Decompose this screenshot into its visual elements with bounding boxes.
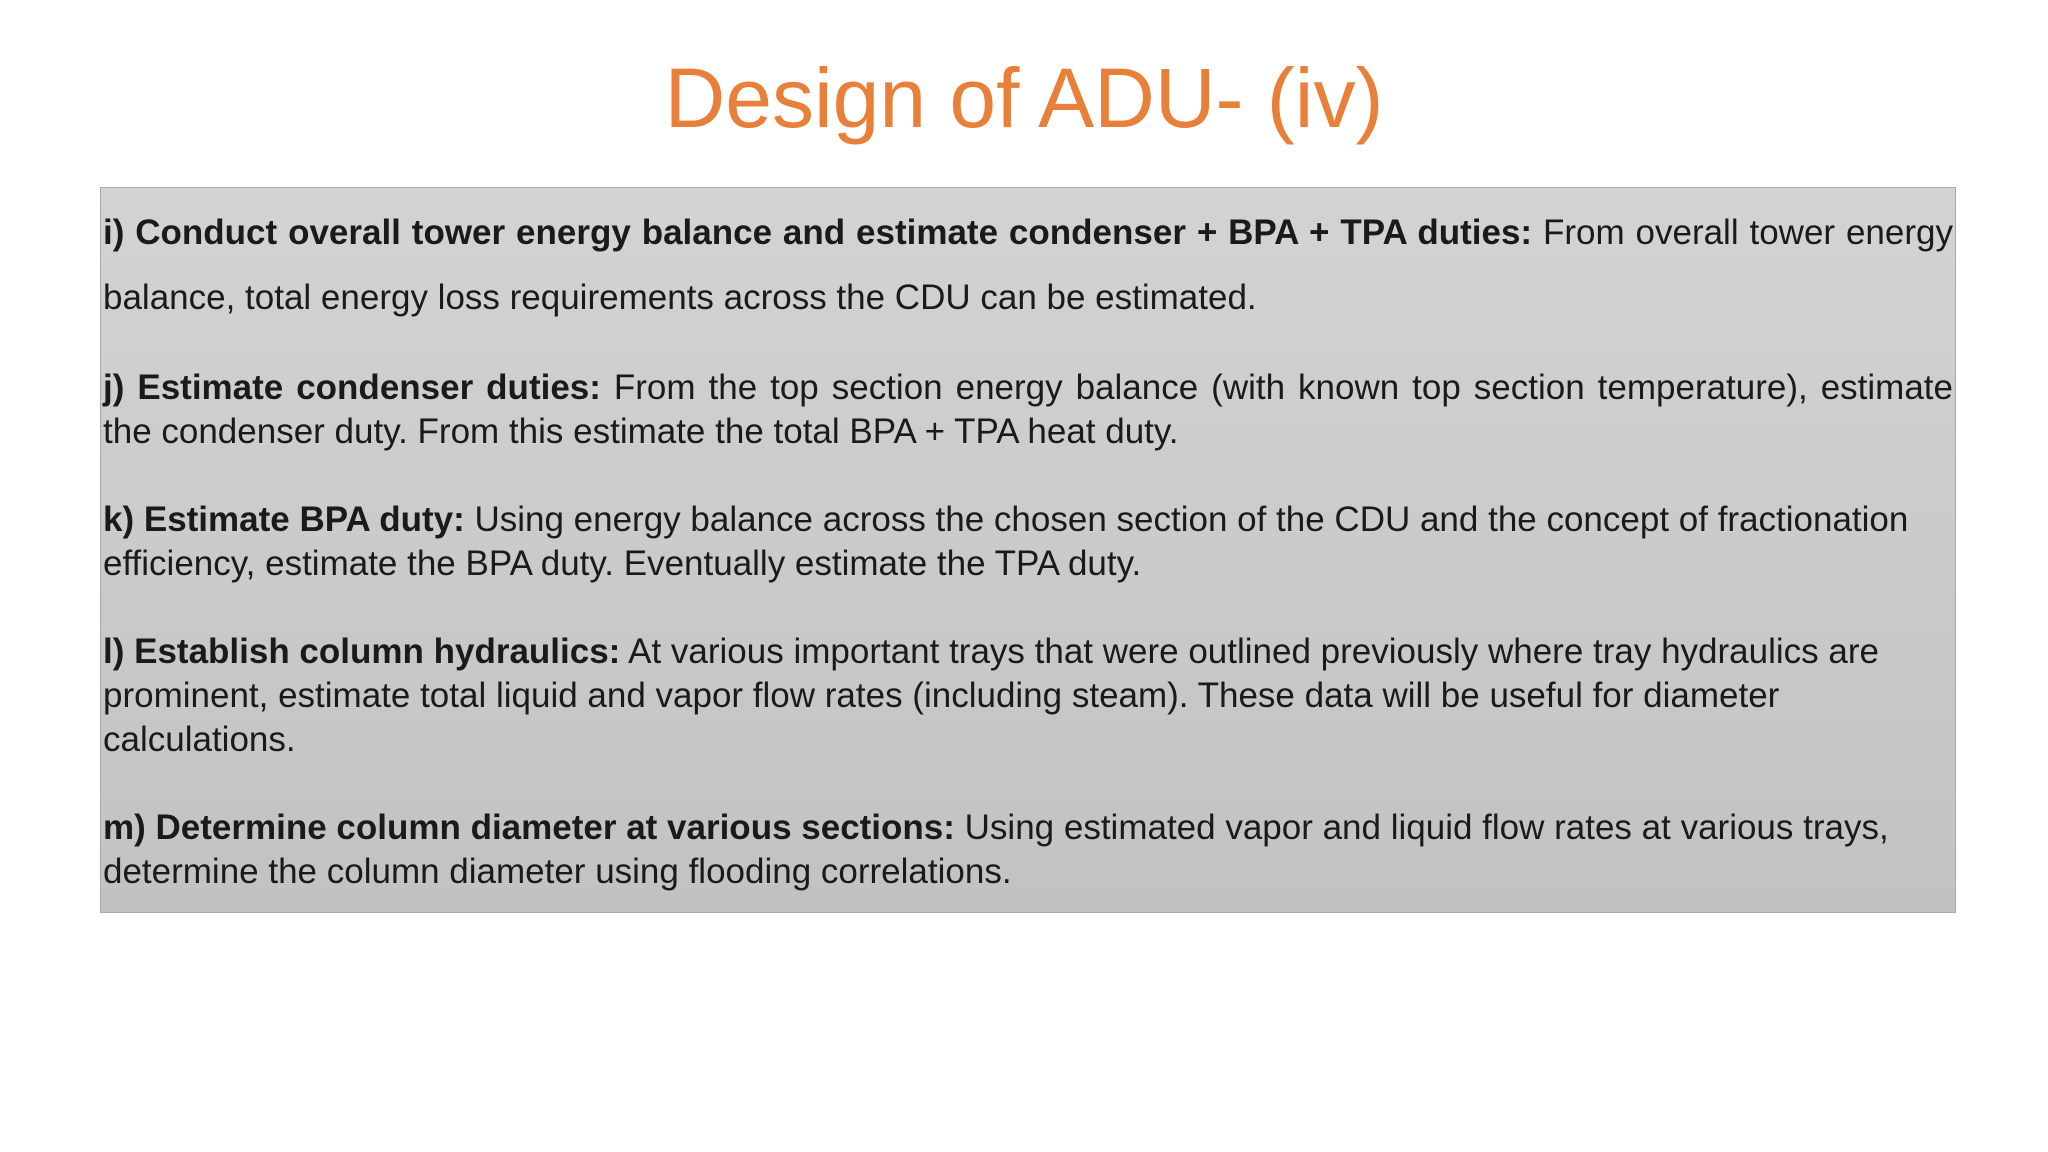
step-i-heading: i) Conduct overall tower energy balance and estimate condenser + BPA + TPA duties: bbox=[103, 213, 1533, 252]
content-box bbox=[100, 187, 1956, 913]
slide-title: Design of ADU- (iv) bbox=[664, 51, 1384, 145]
step-m-text: Using estimated vapor and liquid flow rates at various trays, determine the column diameter using flooding correlations. bbox=[103, 808, 1889, 891]
step-l-heading: l) Establish column hydraulics: bbox=[103, 632, 621, 671]
step-i-text: From overall tower energy balance, total energy loss requirements across the CDU can be estimated. bbox=[103, 213, 1953, 317]
step-m-heading: m) Determine column diameter at various sections: bbox=[103, 808, 955, 847]
step-i-paragraph bbox=[103, 200, 1953, 330]
step-k-paragraph bbox=[103, 498, 1953, 586]
step-k-text: Using energy balance across the chosen section of the CDU and the concept of fractionation efficiency, estimate the BPA duty. Eventually estimate the TPA duty. bbox=[103, 500, 1909, 583]
step-m-paragraph bbox=[103, 806, 1953, 894]
step-j-heading: j) Estimate condenser duties: bbox=[103, 368, 601, 407]
step-l-paragraph bbox=[103, 630, 1953, 762]
step-j-text: From the top section energy balance (with known top section temperature), estimate the condenser duty. From this estimate the total BPA + TPA heat duty. bbox=[103, 368, 1953, 451]
step-j-paragraph bbox=[103, 366, 1953, 454]
step-l-text: At various important trays that were outlined previously where tray hydraulics are prominent, estimate total liquid and vapor flow rates (including steam). These data will be useful for diameter calculations. bbox=[103, 632, 1879, 759]
step-k-heading: k) Estimate BPA duty: bbox=[103, 500, 465, 539]
